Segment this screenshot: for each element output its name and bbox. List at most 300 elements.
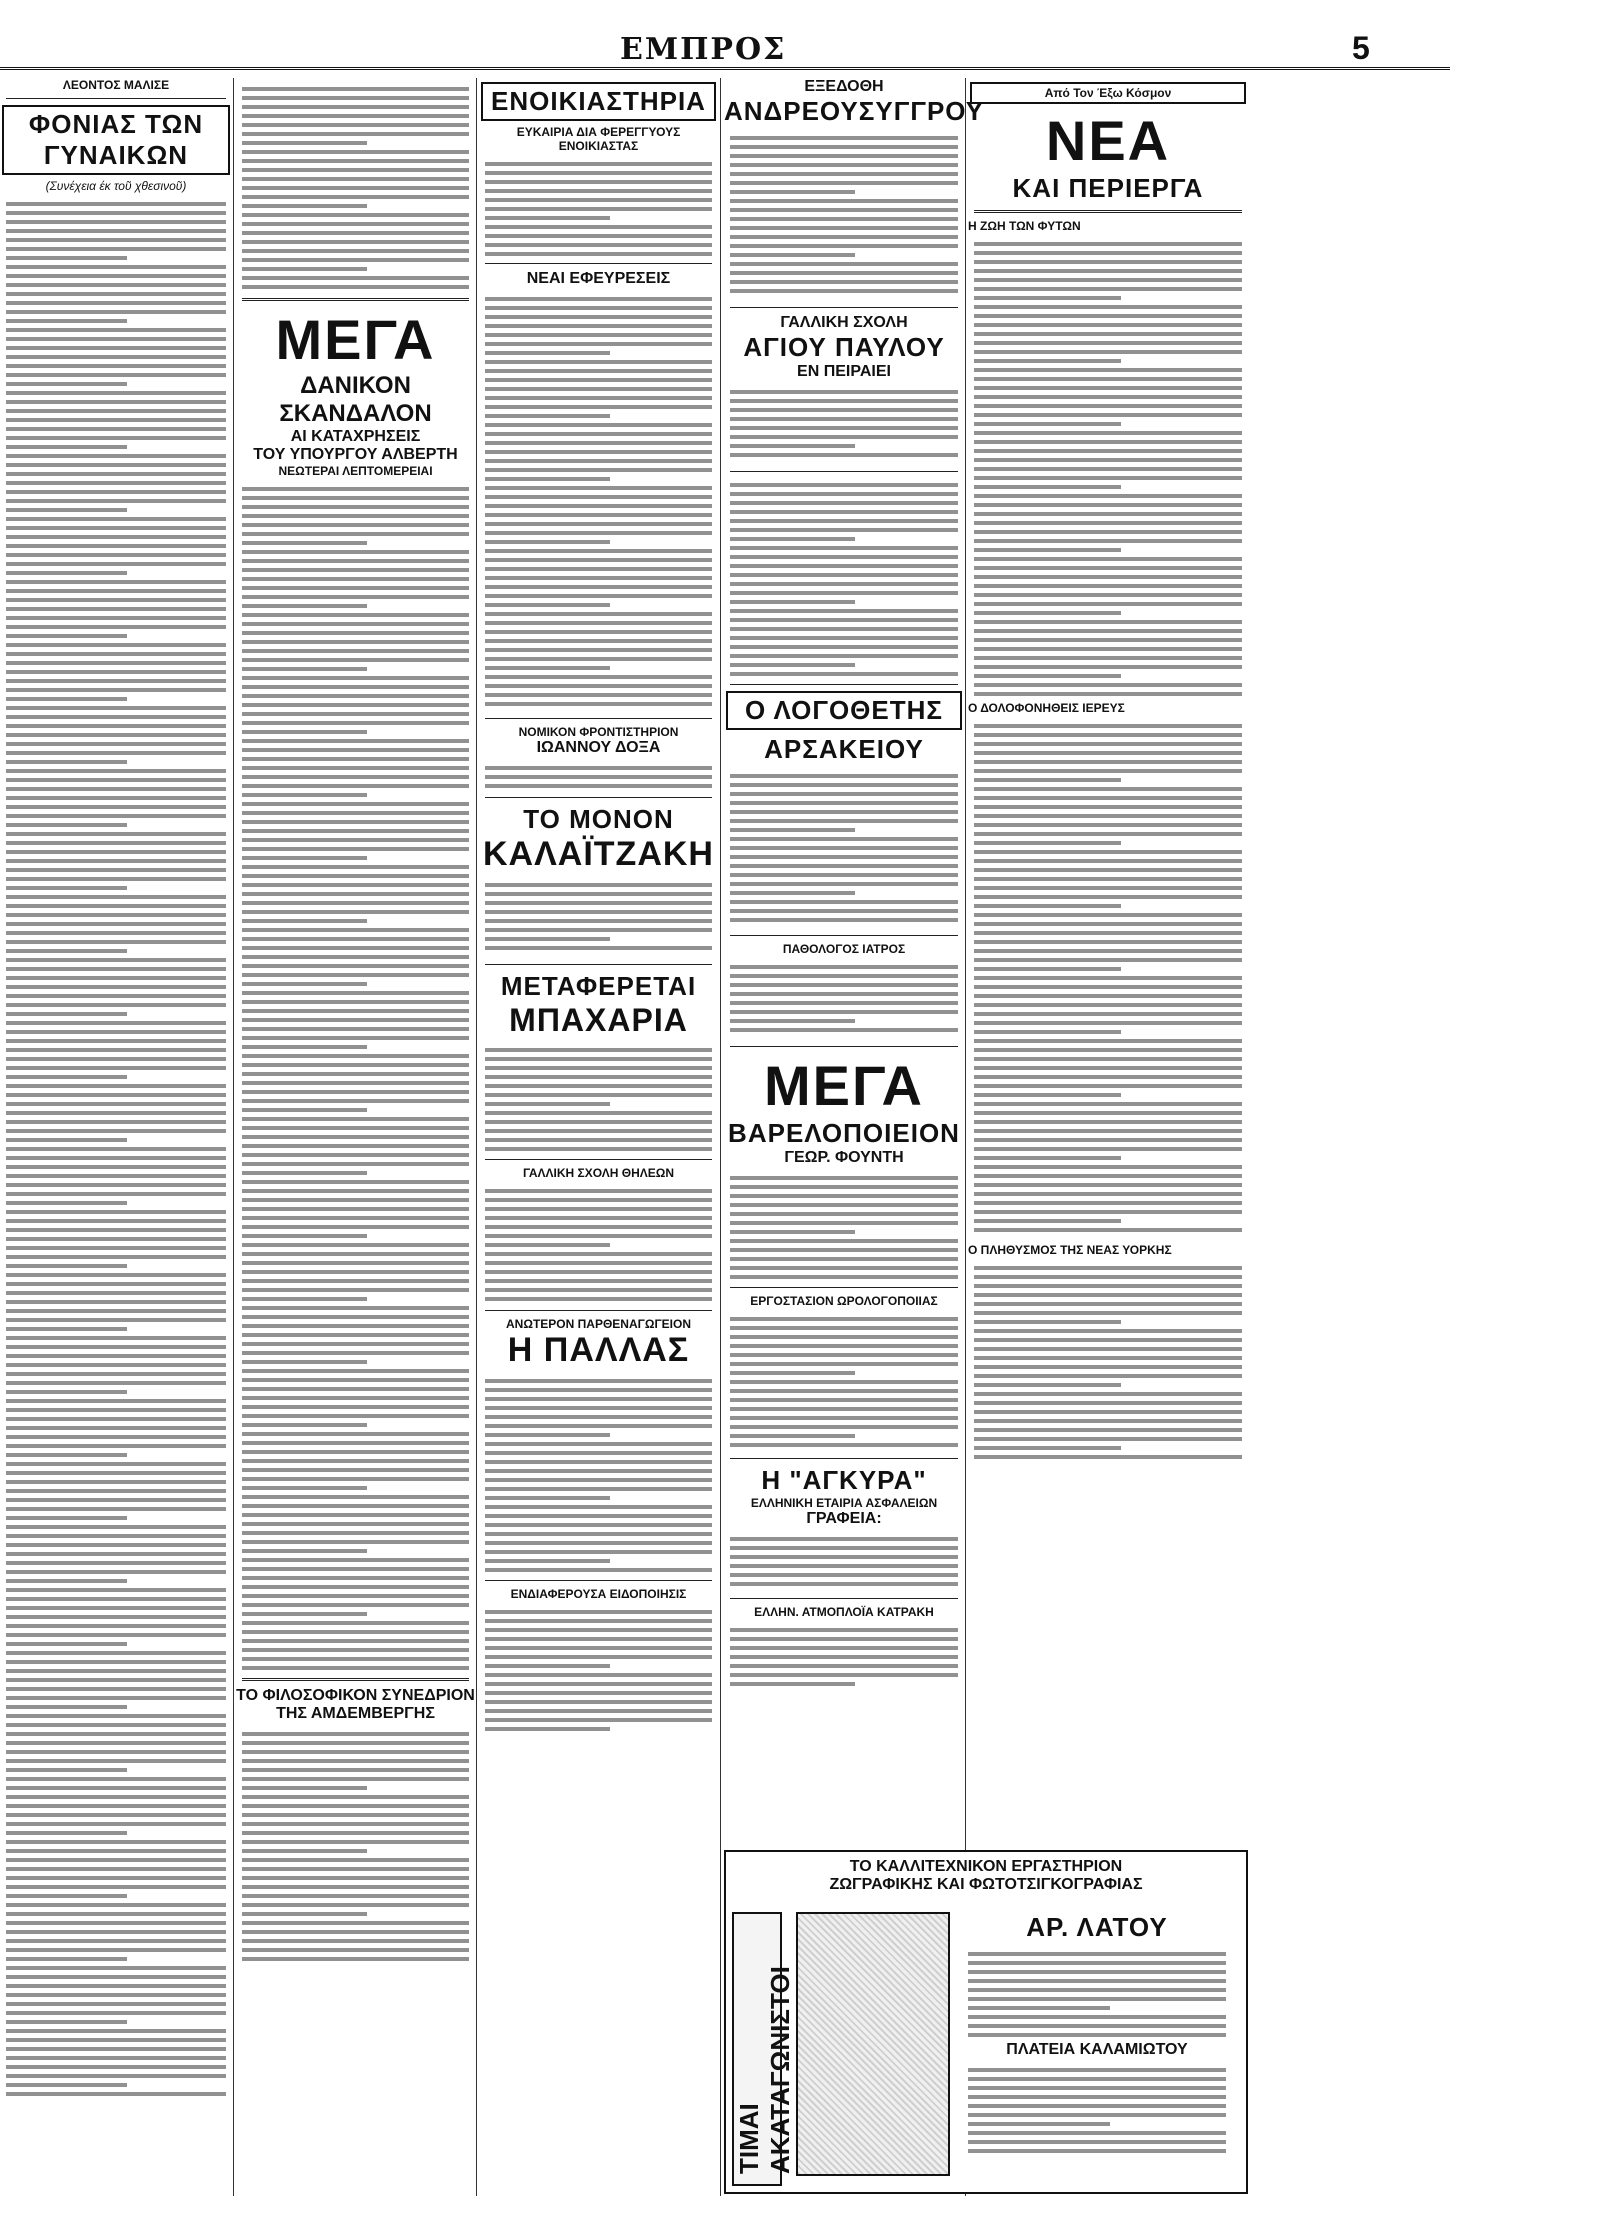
text-line xyxy=(6,976,226,980)
text-line xyxy=(6,805,226,809)
text-line xyxy=(485,198,712,202)
text-line xyxy=(974,751,1242,755)
text-line xyxy=(730,399,958,403)
text-line xyxy=(242,1090,469,1094)
text-line xyxy=(6,1966,226,1970)
text-line xyxy=(485,1093,712,1097)
column-2 xyxy=(236,78,475,2196)
text-line xyxy=(974,1392,1242,1396)
text-line xyxy=(730,226,958,230)
text-line xyxy=(242,487,469,491)
text-line xyxy=(6,1246,226,1250)
text-line xyxy=(485,513,712,517)
text-line xyxy=(974,1311,1242,1315)
text-line xyxy=(6,265,226,269)
text-line xyxy=(485,1541,712,1545)
text-line xyxy=(485,1478,712,1482)
article-subheading: ΝΕΩΤΕΡΑΙ ΛΕΠΤΟΜΕΡΕΙΑΙ xyxy=(278,464,433,478)
text-line xyxy=(485,766,712,770)
text-line xyxy=(730,181,958,185)
text-line xyxy=(242,186,469,190)
text-line xyxy=(974,287,1242,291)
text-line xyxy=(730,1275,958,1279)
text-line xyxy=(6,1084,226,1088)
text-line xyxy=(6,877,226,881)
text-line xyxy=(974,724,1242,728)
text-line xyxy=(6,1741,226,1745)
text-line xyxy=(730,1546,958,1550)
text-line xyxy=(242,258,469,262)
text-line xyxy=(974,1410,1242,1414)
text-line xyxy=(485,522,712,526)
text-line xyxy=(730,672,958,676)
text-line xyxy=(242,1288,469,1292)
text-line xyxy=(974,1066,1242,1070)
text-line xyxy=(242,577,469,581)
text-line xyxy=(974,449,1242,453)
text-line xyxy=(6,1039,226,1043)
text-line xyxy=(6,985,226,989)
text-line xyxy=(6,1498,226,1502)
text-line xyxy=(6,1255,226,1259)
text-line xyxy=(485,378,712,382)
ad-title: Ο ΛΟΓΟΘΕΤΗΣ xyxy=(726,691,962,730)
text-line xyxy=(974,967,1121,971)
text-line xyxy=(242,150,469,154)
text-line xyxy=(485,450,712,454)
text-line xyxy=(974,440,1242,444)
section-big-heading: ΝΕΑ xyxy=(1045,109,1171,172)
text-line xyxy=(6,1264,127,1268)
text-line xyxy=(730,1221,958,1225)
text-line xyxy=(242,1306,469,1310)
text-line xyxy=(974,620,1242,624)
ad-body xyxy=(485,1184,712,1304)
text-line xyxy=(6,238,226,242)
text-line xyxy=(6,2083,127,2087)
text-line xyxy=(6,940,226,944)
text-line xyxy=(485,306,712,310)
divider xyxy=(730,1458,958,1459)
text-line xyxy=(485,1207,712,1211)
text-line xyxy=(974,395,1242,399)
text-line xyxy=(730,1664,958,1668)
text-line xyxy=(974,1365,1242,1369)
text-line xyxy=(730,837,958,841)
text-line xyxy=(242,1750,469,1754)
text-line xyxy=(242,105,469,109)
text-line xyxy=(730,408,958,412)
text-line xyxy=(974,305,1242,309)
text-line xyxy=(974,404,1242,408)
text-line xyxy=(242,1894,469,1898)
ad-body xyxy=(485,761,712,791)
text-line xyxy=(6,967,226,971)
column-1 xyxy=(0,78,232,2196)
text-line xyxy=(974,503,1242,507)
text-line xyxy=(242,766,469,770)
text-line xyxy=(242,559,469,563)
text-line xyxy=(242,982,367,986)
text-line xyxy=(242,1831,469,1835)
text-line xyxy=(6,1057,226,1061)
text-line xyxy=(485,1120,712,1124)
text-line xyxy=(242,1126,469,1130)
divider xyxy=(730,1046,958,1047)
text-line xyxy=(6,1165,226,1169)
text-line xyxy=(242,991,469,995)
text-line xyxy=(485,351,610,355)
text-line xyxy=(974,647,1242,651)
text-line xyxy=(974,1293,1242,1297)
text-line xyxy=(485,657,712,661)
text-line xyxy=(6,1714,226,1718)
text-line xyxy=(730,154,958,158)
text-line xyxy=(6,1489,226,1493)
text-line xyxy=(485,784,712,788)
classifieds-body xyxy=(730,478,958,678)
text-line xyxy=(6,445,127,449)
text-line xyxy=(974,985,1242,989)
item-heading: Ο ΔΟΛΟΦΟΝΗΘΕΙΣ ΙΕΡΕΥΣ xyxy=(968,701,1125,715)
divider xyxy=(242,298,469,301)
text-line xyxy=(242,1585,469,1589)
text-line xyxy=(6,220,226,224)
text-line xyxy=(730,1555,958,1559)
text-line xyxy=(974,422,1121,426)
text-line xyxy=(974,1156,1121,1160)
text-line xyxy=(730,1537,958,1541)
text-line xyxy=(730,1194,958,1198)
text-line xyxy=(6,2056,226,2060)
text-line xyxy=(6,1435,226,1439)
ad-name: ΑΡ. ΛΑΤΟΥ xyxy=(1026,1912,1168,1942)
text-line xyxy=(242,168,469,172)
text-line xyxy=(485,1568,712,1572)
divider xyxy=(730,1598,958,1599)
text-line xyxy=(242,1171,367,1175)
text-line xyxy=(974,548,1121,552)
text-line xyxy=(485,1673,712,1677)
ad-body xyxy=(730,131,958,301)
article-body xyxy=(485,292,712,712)
text-line xyxy=(242,820,469,824)
text-line xyxy=(974,269,1242,273)
article-heading: ΦΟΝΙΑΣ ΤΩΝ ΓΥΝΑΙΚΩΝ xyxy=(2,105,230,175)
text-line xyxy=(730,810,958,814)
text-line xyxy=(242,1885,469,1889)
text-line xyxy=(730,519,958,523)
ad-subtitle: ΕΛΛΗΝΙΚΗ ΕΤΑΙΡΙΑ ΑΣΦΑΛΕΙΩΝ xyxy=(750,1496,938,1510)
article-subheading: ΤΟΥ ΥΠΟΥΡΓΟΥ ΑΛΒΕΡΤΗ xyxy=(253,446,458,463)
text-line xyxy=(6,211,226,215)
text-line xyxy=(6,697,127,701)
text-line xyxy=(485,1559,610,1563)
text-line xyxy=(242,586,469,590)
text-line xyxy=(730,573,958,577)
text-line xyxy=(6,1894,127,1898)
text-line xyxy=(242,856,367,860)
text-line xyxy=(485,1628,712,1632)
text-line xyxy=(730,1582,958,1586)
text-line xyxy=(6,1840,226,1844)
text-line xyxy=(974,359,1121,363)
text-line xyxy=(730,1416,958,1420)
newspaper-title: ΕΜΠΡΟΣ xyxy=(620,32,787,67)
text-line xyxy=(6,1543,226,1547)
ad-name: ΑΡΣΑΚΕΙΟΥ xyxy=(764,734,924,764)
text-line xyxy=(974,1048,1242,1052)
text-line xyxy=(242,1930,469,1934)
text-line xyxy=(974,868,1242,872)
masthead-rule xyxy=(0,67,1450,70)
text-line xyxy=(974,859,1242,863)
text-line xyxy=(242,1099,469,1103)
text-line xyxy=(6,1408,226,1412)
column-divider xyxy=(233,78,234,2196)
text-line xyxy=(242,532,469,536)
text-line xyxy=(6,1705,127,1709)
text-line xyxy=(6,1075,127,1079)
text-line xyxy=(6,1804,226,1808)
text-line xyxy=(6,418,226,422)
ad-title: ΠΑΘΟΛΟΓΟΣ ΙΑΤΡΟΣ xyxy=(782,942,906,956)
text-line xyxy=(485,612,712,616)
masthead xyxy=(0,30,1450,76)
text-line xyxy=(242,1939,469,1943)
text-line xyxy=(485,1297,712,1301)
divider xyxy=(485,263,712,264)
text-line xyxy=(730,199,958,203)
text-line xyxy=(730,1344,958,1348)
byline: ΛΕΟΝΤΟΣ ΜΑΛΙΣΕ xyxy=(62,78,170,92)
divider xyxy=(974,210,1242,213)
text-line xyxy=(974,1329,1242,1333)
text-line xyxy=(242,1108,367,1112)
text-line xyxy=(242,1405,469,1409)
text-line xyxy=(6,1732,226,1736)
text-line xyxy=(730,190,855,194)
text-line xyxy=(974,886,1242,890)
item-heading: Ο ΠΛΗΘΥΣΜΟΣ ΤΗΣ ΝΕΑΣ ΥΟΡΚΗΣ xyxy=(968,1243,1172,1257)
text-line xyxy=(485,531,712,535)
text-line xyxy=(242,748,469,752)
text-line xyxy=(730,1335,958,1339)
text-line xyxy=(485,414,610,418)
text-line xyxy=(730,1425,958,1429)
text-line xyxy=(485,603,610,607)
text-line xyxy=(485,1048,712,1052)
text-line xyxy=(730,873,958,877)
text-line xyxy=(730,1266,958,1270)
text-line xyxy=(730,983,958,987)
text-line xyxy=(730,663,855,667)
text-line xyxy=(6,1120,226,1124)
text-line xyxy=(974,1320,1121,1324)
article-subheading: ΑΙ ΚΑΤΑΧΡΗΣΕΙΣ xyxy=(290,428,421,445)
ad-name: Η ΠΑΛΛΑΣ xyxy=(507,1331,690,1369)
article-heading: ΤΟ ΦΙΛΟΣΟΦΙΚΟΝ ΣΥΝΕΔΡΙΟΝ xyxy=(236,1687,475,1704)
text-line xyxy=(6,1597,226,1601)
text-line xyxy=(974,1356,1242,1360)
text-line xyxy=(974,1165,1242,1169)
text-line xyxy=(730,783,958,787)
text-line xyxy=(6,1399,226,1403)
text-line xyxy=(242,132,469,136)
text-line xyxy=(6,526,226,530)
text-line xyxy=(730,145,958,149)
text-line xyxy=(242,1234,367,1238)
text-line xyxy=(974,760,1242,764)
ad-body xyxy=(730,1532,958,1592)
text-line xyxy=(730,654,958,658)
text-line xyxy=(730,555,958,559)
text-line xyxy=(974,904,1121,908)
text-line xyxy=(974,958,1242,962)
text-line xyxy=(6,463,226,467)
text-line xyxy=(242,276,469,280)
text-line xyxy=(730,891,855,895)
text-line xyxy=(242,1795,469,1799)
text-line xyxy=(485,594,712,598)
ad-name: ΓΕΩΡ. ΦΟΥΝΤΗ xyxy=(784,1149,904,1166)
text-line xyxy=(242,1351,469,1355)
text-line xyxy=(6,1327,127,1331)
text-line xyxy=(485,1189,712,1193)
text-line xyxy=(974,1419,1242,1423)
text-line xyxy=(485,1469,712,1473)
text-line xyxy=(730,564,958,568)
text-line xyxy=(242,1621,469,1625)
text-line xyxy=(974,593,1242,597)
text-line xyxy=(730,136,958,140)
text-line xyxy=(6,1201,127,1205)
divider xyxy=(485,1580,712,1581)
text-line xyxy=(485,1433,610,1437)
text-line xyxy=(242,1279,469,1283)
ad-big-heading: ΜΕΓΑ xyxy=(763,1054,924,1117)
text-line xyxy=(6,1462,226,1466)
text-line xyxy=(974,638,1242,642)
text-line xyxy=(6,1858,226,1862)
text-line xyxy=(242,1432,469,1436)
text-line xyxy=(730,645,958,649)
text-line xyxy=(730,501,958,505)
text-line xyxy=(485,1496,610,1500)
article-body xyxy=(242,1727,469,1967)
text-line xyxy=(730,1248,958,1252)
item-heading: Η ΖΩΗ ΤΩΝ ΦΥΤΩΝ xyxy=(968,219,1081,233)
text-line xyxy=(730,262,958,266)
text-line xyxy=(974,1183,1242,1187)
text-line xyxy=(974,1129,1242,1133)
text-line xyxy=(6,1507,226,1511)
article-heading: ΔΑΝΙΚΟΝ ΣΚΑΝΔΑΛΟΝ xyxy=(279,372,432,427)
text-line xyxy=(242,685,469,689)
text-line xyxy=(6,2065,226,2069)
text-line xyxy=(6,544,226,548)
text-line xyxy=(6,1147,226,1151)
text-line xyxy=(6,1588,226,1592)
text-line xyxy=(242,1813,469,1817)
text-line xyxy=(485,775,712,779)
divider xyxy=(485,718,712,719)
text-line xyxy=(485,1523,712,1527)
ad-name: ΚΑΛΑΪΤΖΑΚΗ xyxy=(483,835,714,873)
text-line xyxy=(485,333,712,337)
text-line xyxy=(730,453,958,457)
text-line xyxy=(242,1867,469,1871)
ad-title: ΕΛΛΗΝ. ΑΤΜΟΠΛΟΪΑ ΚΑΤΡΑΚΗ xyxy=(754,1605,934,1619)
text-line xyxy=(485,1664,610,1668)
text-line xyxy=(974,823,1242,827)
text-line xyxy=(730,492,958,496)
text-line xyxy=(730,1185,958,1189)
text-line xyxy=(242,1396,469,1400)
text-line xyxy=(730,546,958,550)
ad-title: ΕΡΓΟΣΤΑΣΙΟΝ ΩΡΟΛΟΓΟΠΟΙΙΑΣ xyxy=(750,1294,938,1308)
text-line xyxy=(974,611,1121,615)
text-line xyxy=(6,1282,226,1286)
divider xyxy=(485,964,712,965)
text-line xyxy=(485,1084,712,1088)
text-line xyxy=(485,1198,712,1202)
text-line xyxy=(485,189,712,193)
text-line xyxy=(6,409,226,413)
text-line xyxy=(6,1624,226,1628)
text-line xyxy=(242,1180,469,1184)
text-line xyxy=(242,1063,469,1067)
text-line xyxy=(730,882,958,886)
text-line xyxy=(242,1549,367,1553)
text-line xyxy=(242,1324,469,1328)
text-line xyxy=(242,249,469,253)
text-line xyxy=(485,243,712,247)
text-line xyxy=(6,355,226,359)
divider xyxy=(730,935,958,936)
text-line xyxy=(6,1993,226,1997)
text-line xyxy=(485,675,712,679)
text-line xyxy=(6,2092,226,2096)
text-line xyxy=(242,1135,469,1139)
text-line xyxy=(485,693,712,697)
text-line xyxy=(6,760,127,764)
text-line xyxy=(485,216,610,220)
text-line xyxy=(730,774,958,778)
text-line xyxy=(6,670,226,674)
text-line xyxy=(242,667,367,671)
text-line xyxy=(6,1336,226,1340)
text-line xyxy=(974,530,1242,534)
text-line xyxy=(242,1243,469,1247)
text-line xyxy=(485,162,712,166)
text-line xyxy=(242,231,469,235)
text-line xyxy=(242,712,469,716)
text-line xyxy=(6,319,127,323)
text-line xyxy=(6,2038,226,2042)
text-line xyxy=(485,1225,712,1229)
ad-title: ΓΑΛΛΙΚΗ ΣΧΟΛΗ ΘΗΛΕΩΝ xyxy=(522,1166,675,1180)
text-line xyxy=(6,274,226,278)
text-line xyxy=(730,537,855,541)
text-line xyxy=(242,1513,469,1517)
text-line xyxy=(242,550,469,554)
text-line xyxy=(730,1673,958,1677)
text-line xyxy=(242,604,367,608)
text-line xyxy=(485,324,712,328)
text-line xyxy=(974,940,1242,944)
text-line xyxy=(974,1374,1242,1378)
